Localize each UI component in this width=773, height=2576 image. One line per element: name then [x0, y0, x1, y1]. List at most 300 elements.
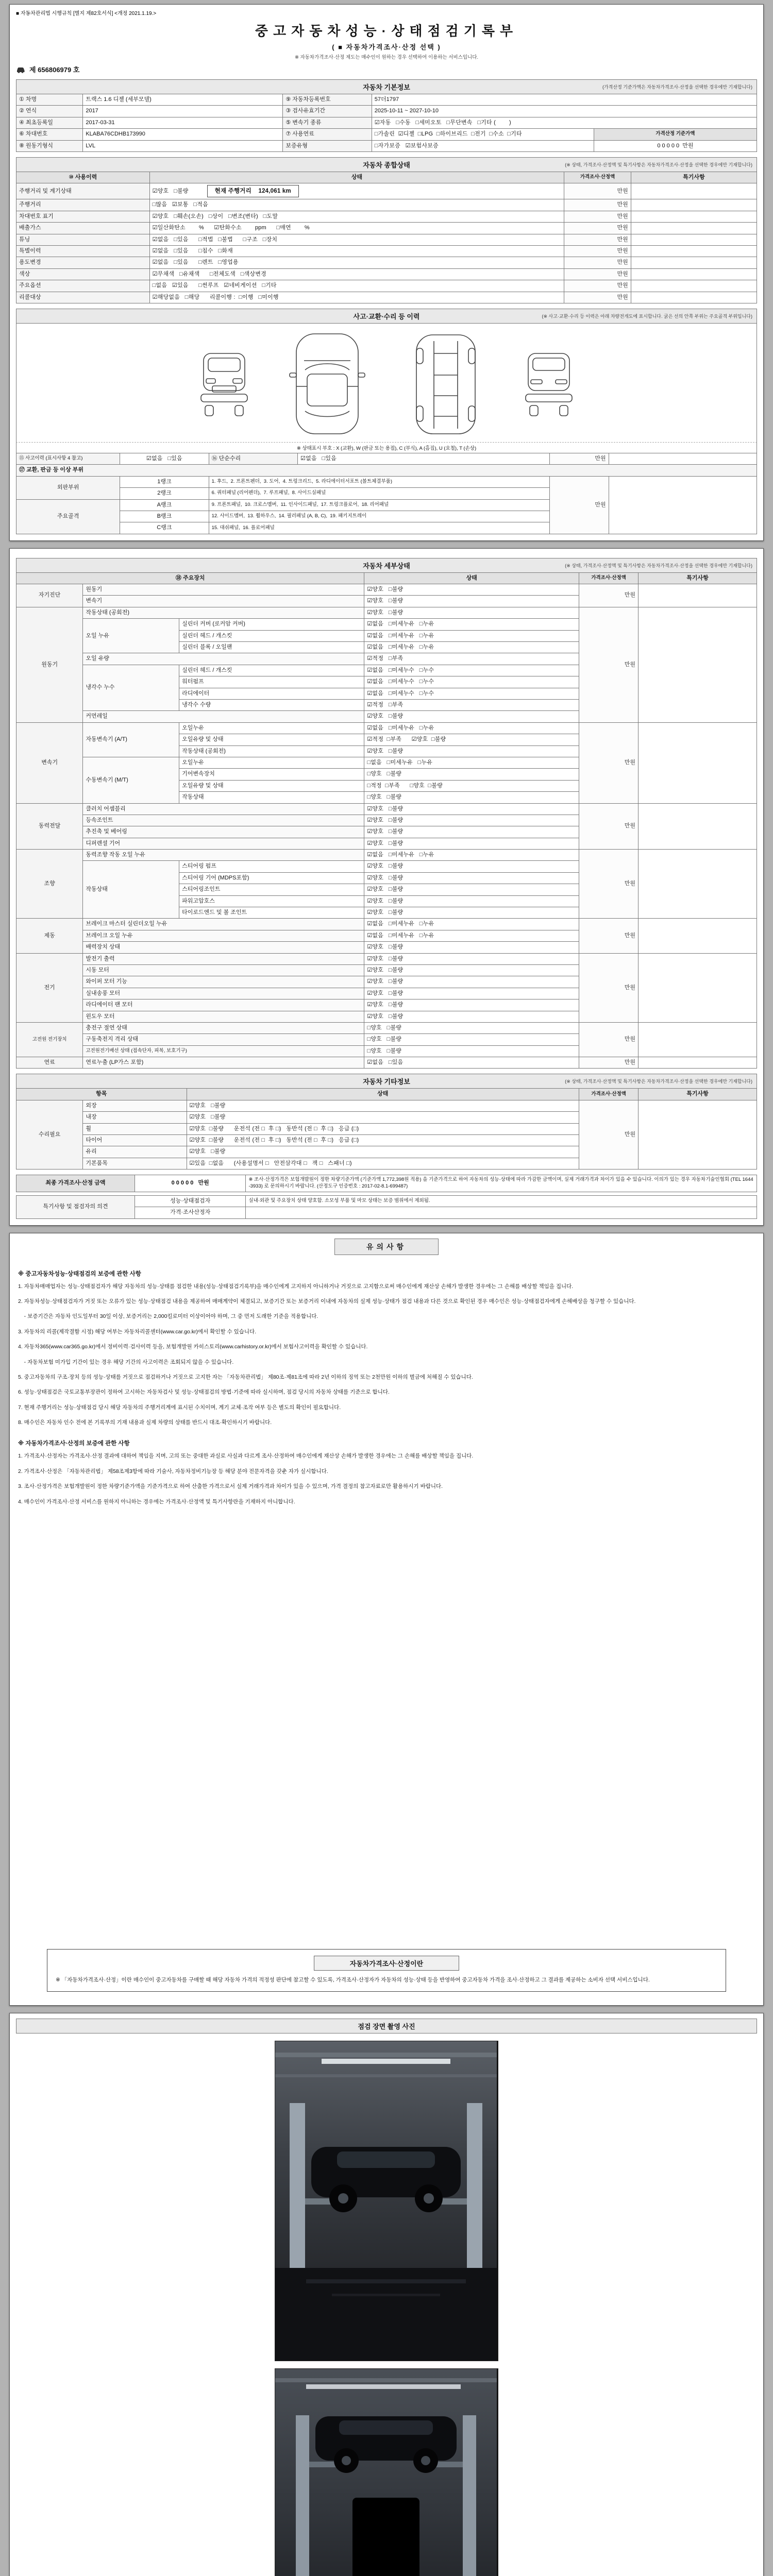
table-row — [16, 919, 757, 930]
table-cell: ① 차명 — [16, 94, 83, 106]
checkbox-cell[interactable]: □없음 ☑있음 □썬루프 ☑네비게이션 □기타 — [149, 280, 564, 292]
text-line: - 자동차보험 미가입 기간이 있는 경우 해당 기간의 사고이력은 조회되지 않을 수 있습니다. — [18, 1359, 234, 1365]
table-row — [16, 199, 757, 211]
table-header-cell: 최종 가격조사·산정 금액 — [16, 1175, 135, 1192]
table-cell: ⑰ 교환, 판금 등 이상 부위 — [16, 465, 757, 476]
table-header-cell: 가격산정 기준가액 — [594, 129, 757, 140]
table-cell — [638, 803, 757, 850]
section-note-overall: (※ 상태, 가격조사·산정액 및 특기사항은 자동차가격조사·산정을 선택한 경우에만 기재합니다) — [565, 162, 752, 167]
table-cell: 휠 — [83, 1123, 187, 1134]
table-cell: 오일 유량 — [83, 653, 364, 665]
checkbox-cell[interactable]: □양호 □불량 — [364, 1022, 579, 1033]
table-cell: 동력전달 — [16, 803, 83, 850]
checkbox-cell[interactable]: ☑해당없음 □해당 리콜이행 : □이행 □미이행 — [149, 292, 564, 303]
checkbox-cell[interactable]: ☑양호 □불량 — [364, 1011, 579, 1022]
table-cell: 만원 — [564, 246, 631, 257]
table-row — [16, 803, 757, 815]
text-line: 2. 자동차성능·상태점검자가 거짓 또는 오류가 있는 성능·상태점검 내용을 제공하여 매매계약이 체결되고, 보증기간 또는 보증거리 이내에 자동차의 실제 성능·상태가 점검 내용과 다른 것으로 확인된 경우 매수인은 성능·상태점검자에게 손해배상을 청구할 수 있습니다. — [18, 1298, 636, 1304]
checkbox-cell[interactable]: ☑양호 □불량 — [364, 584, 579, 596]
table-row — [16, 211, 757, 222]
table-cell: 작동상태 — [179, 792, 364, 803]
price-definition-title: 자동차가격조사·산정이란 — [314, 1956, 459, 1971]
table-cell: 실린더 헤드 / 개스킷 — [179, 630, 364, 641]
table-cell: 고전원 전기장치 — [16, 1022, 83, 1057]
table-cell: 색상 — [16, 268, 150, 280]
table-cell — [631, 257, 757, 268]
table-cell — [631, 246, 757, 257]
vehicle-top-diagram — [283, 330, 371, 439]
table-row — [16, 223, 757, 234]
table-row — [16, 850, 757, 861]
table-cell: 만원 — [564, 199, 631, 211]
table-cell: 만원 — [579, 803, 638, 850]
table-row — [16, 453, 757, 464]
table-cell: 냉각수 누수 — [83, 665, 179, 711]
table-cell: 동력조향 작동 오일 누유 — [83, 850, 364, 861]
checkbox-cell[interactable]: □양호 □불량 — [364, 792, 579, 803]
form-table — [16, 1088, 757, 1170]
text-line: 4. 매수인이 가격조사·산정 서비스를 원하지 아니하는 경우에는 가격조사·산정액 및 특기사항란을 기재하지 아니합니다. — [18, 1498, 295, 1505]
table-row — [16, 183, 757, 199]
table-row — [16, 1195, 757, 1207]
checkbox-cell[interactable]: ☑적정 □부족 — [364, 653, 579, 665]
checkbox-cell[interactable]: □양호 □불량 — [364, 1045, 579, 1057]
table-cell: 주행거리 및 계기상태 — [16, 183, 150, 199]
table-cell: 파워고압호스 — [179, 895, 364, 907]
checkbox-cell[interactable]: ☑양호 □불량 — [364, 999, 579, 1011]
table-cell — [638, 722, 757, 803]
table-cell: 워터펌프 — [179, 676, 364, 688]
table-header-cell: 상태 — [149, 172, 564, 183]
checkbox-cell[interactable]: ☑양호 □불량 — [187, 1146, 579, 1158]
checkbox-cell[interactable]: ☑양호 □불량 — [364, 884, 579, 895]
checkbox-cell[interactable]: ☑양호 □불량 — [364, 607, 579, 618]
table-cell: 주행거리 — [16, 199, 150, 211]
table-cell — [631, 268, 757, 280]
table-cell: 오일누유 — [179, 722, 364, 734]
table-cell: 수동변속기 (M/T) — [83, 757, 179, 803]
section-note-accident: (※ 사고·교환·수리 등 이력은 아래 차량전개도에 표시합니다. 굵은 선의 안쪽 부위는 주요골격 부위입니다) — [542, 313, 752, 319]
table-header-cell: 상태 — [187, 1089, 579, 1100]
checkbox-cell[interactable]: □자가보증 ☑보험사보증 — [372, 140, 594, 151]
checkbox-cell[interactable]: ☑적정 □부족 ☑양호 □불량 — [364, 734, 579, 745]
table-row — [16, 1089, 757, 1100]
section-title-photos-label: 점검 장면 촬영 사진 — [358, 2022, 415, 2030]
table-header-cell: 특기사항 — [631, 172, 757, 183]
table-cell: 디퍼렌셜 기어 — [83, 838, 364, 849]
checkbox-cell[interactable]: ☑없음 □있음 □적법 □불법 □구조 □장치 — [149, 234, 564, 245]
table-row — [16, 234, 757, 245]
table-cell: 스티어링 펌프 — [179, 861, 364, 872]
table-cell — [631, 292, 757, 303]
table-cell: 리콜대상 — [16, 292, 150, 303]
checkbox-cell[interactable]: ☑양호 □불량 — [364, 826, 579, 838]
checkbox-cell[interactable]: ☑자동 □수동 □세미오토 □무단변속 □기타 ( ) — [372, 117, 757, 128]
checkbox-cell[interactable]: ☑없음 □있음 — [120, 453, 209, 464]
checkbox-cell[interactable]: ☑없음 □미세누유 □누유 — [364, 630, 579, 641]
checkbox-cell[interactable]: ☑양호 □불량 — [364, 861, 579, 872]
checkbox-cell[interactable]: ☑양호 □불량 현재 주행거리 124,061 km — [149, 183, 564, 199]
table-cell: 만원 — [579, 850, 638, 919]
table-cell: 연료 — [16, 1057, 83, 1069]
checkbox-cell[interactable]: ☑양호 □불량 — [364, 815, 579, 826]
checkbox-cell[interactable]: ☑양호 □불량 — [364, 953, 579, 964]
table-cell: 만원 — [579, 584, 638, 607]
checkbox-cell[interactable]: ☑없음 □미세누유 □누유 — [364, 930, 579, 941]
checkbox-cell[interactable]: ☑양호 □불량 — [364, 907, 579, 919]
overall-condition-table — [16, 172, 757, 303]
notice-title: 유의사항 — [334, 1239, 439, 1255]
checkbox-cell[interactable]: ☑양호 □불량 운전석 (전 □ 후 □) 동반석 (전 □ 후 □) 응급 (□) — [187, 1123, 579, 1134]
table-row — [16, 117, 757, 128]
checkbox-cell[interactable]: ☑없음 □있음 □침수 □화재 — [149, 246, 564, 257]
law-reference: ■ 자동차관리법 시행규칙 [별지 제82호서식] <개정 2021.1.19.> — [16, 11, 157, 16]
table-cell: 배력장치 상태 — [83, 942, 364, 953]
checkbox-cell[interactable]: ☑양호 □불량 — [364, 976, 579, 988]
panel-basic — [9, 4, 764, 541]
table-cell: 2017 — [83, 106, 283, 117]
table-cell: 1. 후드, 2. 프론트펜더, 3. 도어, 4. 트렁크리드, 5. 라디에이터서포트 (볼트체결부품) — [209, 476, 549, 487]
checkbox-cell[interactable]: ☑양호 □불량 — [364, 596, 579, 607]
table-cell — [609, 453, 757, 464]
table-row — [16, 722, 757, 734]
manage-number-row — [16, 64, 757, 74]
section-note-detail: (※ 상태, 가격조사·산정액 및 특기사항은 자동차가격조사·산정을 선택한 경우에만 기재합니다) — [565, 563, 752, 568]
checkbox-cell[interactable]: ☑없음 □미세누유 □누유 — [364, 919, 579, 930]
table-header-cell: 가격조사·산정액 — [579, 1089, 638, 1100]
table-header-cell: 특기사항 — [638, 1089, 757, 1100]
table-cell: 오일유량 및 상태 — [179, 734, 364, 745]
table-cell: 타이로드엔드 및 볼 조인트 — [179, 907, 364, 919]
table-cell: 15. 대쉬패널, 16. 플로어패널 — [209, 522, 549, 534]
table-cell: 스티어링 기어 (MDPS포함) — [179, 872, 364, 884]
table-cell — [631, 211, 757, 222]
table-cell: 만원 — [564, 292, 631, 303]
table-cell: 보증유형 — [283, 140, 372, 151]
table-row — [16, 106, 757, 117]
table-cell: 배출가스 — [16, 223, 150, 234]
table-cell: 실내송풍 모터 — [83, 988, 364, 999]
table-cell: 실린더 헤드 / 개스킷 — [179, 665, 364, 676]
table-cell: 9. 프론트패널, 10. 크로스멤버, 11. 인사이드패널, 17. 트렁크플로어, 18. 리어패널 — [209, 499, 549, 511]
table-cell: ⑦ 사용연료 — [283, 129, 372, 140]
table-cell: 오일누유 — [179, 757, 364, 768]
panel-detail — [9, 548, 764, 1226]
form-table — [16, 1175, 757, 1192]
section-title-basic — [16, 79, 757, 94]
table-cell: 가격·조사산정자 — [135, 1207, 246, 1218]
table-cell: 연료누출 (LP가스 포함) — [83, 1057, 364, 1069]
table-cell: 특기사항 및 점검자의 의견 — [16, 1195, 135, 1218]
table-cell: 만원 — [549, 453, 609, 464]
table-cell: 클러치 어셈블리 — [83, 803, 364, 815]
table-cell: 특별이력 — [16, 246, 150, 257]
table-row — [16, 584, 757, 596]
table-cell: 만원 — [564, 211, 631, 222]
table-cell: 성능·상태점검자 — [135, 1195, 246, 1207]
table-row — [16, 953, 757, 964]
checkbox-cell[interactable]: ☑없음 □미세누수 □누수 — [364, 688, 579, 699]
notice-group-1-items — [16, 1282, 757, 1433]
form-table — [16, 453, 757, 534]
text-line: 3. 조사·산정가격은 보험개발원이 정한 차량기준가액을 기준가격으로 하여 산출한 가격으로서 실제 거래가격과 차이가 있을 수 있으며, 가격 결정의 참고자료로만 활용하시기 바랍니다. — [18, 1483, 443, 1490]
notice-group-1-heading: ※ 중고자동차성능·상태점검의 보증에 관한 사항 — [18, 1270, 141, 1277]
table-row — [16, 129, 757, 140]
table-cell: 타이어 — [83, 1135, 187, 1146]
table-cell: 조향 — [16, 850, 83, 919]
table-cell: 12. 사이드멤버, 13. 휠하우스, 14. 필러패널 (A, B, C), 19. 패키지트레이 — [209, 511, 549, 522]
table-cell: 커먼레일 — [83, 711, 364, 722]
checkbox-cell[interactable]: □양호 □불량 — [364, 769, 579, 780]
form-table — [16, 1195, 757, 1219]
table-cell: 외판부위 — [16, 476, 120, 499]
table-cell: 실린더 블록 / 오일팬 — [179, 642, 364, 653]
checkbox-cell[interactable]: □양호 □불량 — [364, 1034, 579, 1045]
table-cell: 전기 — [16, 953, 83, 1022]
table-cell: ※ 조사·산정가격은 보험개발원이 정한 차량기준가액 (기준가액 1,772,398원 적용) 을 기준가격으로 하여 자동차의 성능·상태에 따라 가감한 금액이며, 실제 거래가격과 차이가 있을 수 있습니다. 이의가 있는 경우 자동차기술인협회 (TEL 1644-3933) 로 문의하시기 바랍니다. (산정도구 인증번호 : 2017-02-8.1-699487) — [246, 1175, 757, 1192]
checkbox-cell[interactable]: ☑없음 □있음 — [364, 1057, 579, 1069]
table-cell: 냉각수 수량 — [179, 699, 364, 710]
table-cell: 자기진단 — [16, 584, 83, 607]
table-cell: 와이퍼 모터 기능 — [83, 976, 364, 988]
car-icon — [16, 66, 26, 73]
section-title-detail — [16, 558, 757, 572]
table-cell: 유리 — [83, 1146, 187, 1158]
table-cell — [638, 1022, 757, 1057]
table-cell — [638, 850, 757, 919]
table-cell: 만원 — [579, 919, 638, 953]
table-cell: ⑥ 차대번호 — [16, 129, 83, 140]
vehicle-rear-diagram — [520, 341, 577, 428]
text-line: 8. 매수인은 자동차 인수 전에 본 기록부의 기재 내용과 실제 차량의 상태를 반드시 대조·확인하시기 바랍니다. — [18, 1419, 272, 1426]
table-cell: 수리필요 — [16, 1100, 83, 1169]
table-cell — [638, 919, 757, 953]
checkbox-cell[interactable]: ☑없음 □미세누유 □누유 — [364, 722, 579, 734]
table-cell: ④ 최초등록일 — [16, 117, 83, 128]
checkbox-cell[interactable]: ☑양호 □불량 — [364, 711, 579, 722]
table-cell: 만원 — [579, 1057, 638, 1069]
checkbox-cell[interactable]: ☑양호 □훼손(오손) □상이 □변조(변타) □도말 — [149, 211, 564, 222]
etc-info-table — [16, 1088, 757, 1170]
checkbox-cell[interactable]: ☑양호 □불량 — [364, 942, 579, 953]
section-title-overall — [16, 157, 757, 172]
table-row — [16, 246, 757, 257]
table-cell: 오일 누유 — [83, 619, 179, 653]
checkbox-cell[interactable]: ☑양호 □불량 — [364, 895, 579, 907]
table-header-cell: 가격조사·산정액 — [564, 172, 631, 183]
inspector-opinion-table — [16, 1195, 757, 1219]
table-cell: 만원 — [579, 1022, 638, 1057]
table-cell: ⑧ 원동기형식 — [16, 140, 83, 151]
section-title-etc — [16, 1074, 757, 1088]
checkbox-cell[interactable]: □적정 □부족 □양호 □불량 — [364, 780, 579, 791]
checkbox-cell[interactable]: ☑무채색 □유채색 □전체도색 □색상변경 — [149, 268, 564, 280]
table-cell — [631, 223, 757, 234]
checkbox-cell[interactable]: ☑없음 □미세누유 □누유 — [364, 850, 579, 861]
checkbox-cell[interactable]: ☑양호 □불량 — [364, 964, 579, 976]
inspection-photo-1 — [275, 2041, 498, 2361]
price-definition-text: ※ 「자동차가격조사·산정」이란 매수인이 중고자동차를 구매할 때 해당 자동차 가격의 적정성 판단에 참고할 수 있도록, 가격조사·산정자가 자동차의 성능·상태 등을 반영하여 중고자동차 가격을 조사·산정하고 그 결과를 제공하는 소비자 선택 서비스입니다. — [56, 1976, 650, 1983]
table-header-cell: 특기사항 — [638, 572, 757, 584]
table-cell: 만원 — [564, 223, 631, 234]
table-cell: ⑯ 단순수리 — [209, 453, 297, 464]
panel-photos — [9, 2013, 764, 2576]
final-price-table — [16, 1175, 757, 1192]
table-cell — [638, 607, 757, 722]
table-cell: 만원 — [579, 722, 638, 803]
table-cell: 0 0 0 0 0 만원 — [135, 1175, 246, 1192]
table-cell: KLABA76CDHB173990 — [83, 129, 283, 140]
form-table — [16, 172, 757, 303]
text-line: 5. 중고자동차의 구조·장치 등의 성능·상태를 거짓으로 점검하거나 거짓으로 고지한 자는 「자동차관리법」 제80조·제81조에 따라 2년 이하의 징역 또는 2천만원 이하의 벌금에 처해질 수 있습니다. — [18, 1374, 473, 1380]
checkbox-cell[interactable]: ☑적정 □부족 — [364, 699, 579, 710]
table-cell: 기본품목 — [83, 1158, 187, 1169]
table-cell: 튜닝 — [16, 234, 150, 245]
odometer-box: 현재 주행거리 124,061 km — [207, 185, 299, 197]
table-cell: 57더1797 — [372, 94, 757, 106]
table-cell: 2025-10-11 ~ 2027-10-10 — [372, 106, 757, 117]
notice-spacer — [16, 1512, 757, 1934]
table-cell: 2017-03-31 — [83, 117, 283, 128]
table-cell: 오일유량 및 상태 — [179, 780, 364, 791]
table-row — [16, 1057, 757, 1069]
checkbox-cell[interactable]: ☑양호 □불량 — [364, 872, 579, 884]
table-row — [16, 607, 757, 618]
table-cell: 차대번호 표기 — [16, 211, 150, 222]
table-cell: 외장 — [83, 1100, 187, 1111]
table-cell: 만원 — [549, 476, 609, 534]
checkbox-cell[interactable]: ☑양호 □불량 — [364, 745, 579, 757]
notice-group-2-items — [16, 1451, 757, 1512]
table-row — [16, 465, 757, 476]
table-cell: 추진축 및 베어링 — [83, 826, 364, 838]
table-cell: 작동상태 — [83, 861, 179, 919]
section-title-accident-label: 사고·교환·수리 등 이력 — [353, 312, 420, 320]
table-row — [16, 292, 757, 303]
checkbox-cell[interactable]: ☑양호 □불량 운전석 (전 □ 후 □) 동반석 (전 □ 후 □) 응급 (□) — [187, 1135, 579, 1146]
checkbox-cell[interactable]: ☑없음 □미세누수 □누수 — [364, 665, 579, 676]
checkbox-cell[interactable]: ☑없음 □있음 — [298, 453, 550, 464]
checkbox-cell[interactable]: ☑있음 □없음 (사용설명서 □ 안전삼각대 □ 잭 □ 스패너 □) — [187, 1158, 579, 1169]
table-cell: 만원 — [564, 268, 631, 280]
vehicle-front-diagram — [196, 341, 253, 428]
panel-notice — [9, 1233, 764, 2006]
text-line: 6. 성능·상태점검은 국토교통부장관이 정하여 고시하는 자동차검사 및 성능·상태점검의 방법·기준에 따라 실시하며, 점검 당시의 자동차 상태를 기준으로 합니다. — [18, 1389, 390, 1396]
checkbox-cell[interactable]: ☑양호 □불량 — [187, 1100, 579, 1111]
text-line: 3. 자동차의 리콜(제작결함 시정) 해당 여부는 자동차리콜센터(www.car.go.kr)에서 확인할 수 있습니다. — [18, 1328, 257, 1335]
table-cell: 용도변경 — [16, 257, 150, 268]
table-cell: 만원 — [579, 953, 638, 1022]
checkbox-cell[interactable]: □가솔린 ☑디젤 □LPG □하이브리드 □전기 □수소 □기타 — [372, 129, 594, 140]
inspection-photo-2 — [275, 2368, 498, 2576]
checkbox-cell[interactable]: ☑없음 □있음 □렌트 □영업용 — [149, 257, 564, 268]
table-cell: A랭크 — [120, 499, 209, 511]
accident-history-table — [16, 453, 757, 534]
table-cell: 원동기 — [16, 607, 83, 722]
diagram-legend: ※ 상태표시 부호 : X (교환), W (판금 또는 용접), C (부식), A (흠집), U (요철), T (손상) — [16, 442, 757, 453]
table-cell — [609, 476, 757, 534]
checkbox-cell[interactable]: □없음 □미세누유 □누유 — [364, 757, 579, 768]
table-cell: 내장 — [83, 1112, 187, 1123]
section-title-overall-label: 자동차 종합상태 — [363, 161, 410, 169]
table-cell: 6. 쿼터패널 (리어펜더), 7. 루프패널, 8. 사이드실패널 — [209, 488, 549, 499]
section-title-etc-label: 자동차 기타정보 — [363, 1078, 410, 1086]
text-line: 1. 가격조사·산정자는 가격조사·산정 결과에 대하여 책임을 지며, 고의 또는 중대한 과실로 사실과 다르게 조사·산정하여 매수인에게 재산상 손해가 발생한 경우에는 그 손해를 배상할 책임을 집니다. — [18, 1453, 474, 1460]
table-header-cell: 항목 — [16, 1089, 187, 1100]
table-cell: 트랙스 1.6 디젤 (세부모델) — [83, 94, 283, 106]
table-cell: 변속기 — [16, 722, 83, 803]
table-cell: 기어변속장치 — [179, 769, 364, 780]
table-cell: 0 0 0 0 0 만원 — [594, 140, 757, 151]
table-row — [16, 94, 757, 106]
table-cell: 스티어링조인트 — [179, 884, 364, 895]
table-cell: 만원 — [564, 257, 631, 268]
table-cell — [638, 953, 757, 1022]
form-table — [16, 572, 757, 1069]
table-cell: 실린더 커버 (로커암 커버) — [179, 619, 364, 630]
table-cell: 발전기 출력 — [83, 953, 364, 964]
table-header-cell: 가격조사·산정액 — [579, 572, 638, 584]
checkbox-cell[interactable]: ☑없음 □미세누유 □누유 — [364, 619, 579, 630]
table-cell — [638, 584, 757, 607]
table-cell: 구동축전지 격리 상태 — [83, 1034, 364, 1045]
table-cell: 1랭크 — [120, 476, 209, 487]
checkbox-cell[interactable]: ☑없음 □미세누수 □누수 — [364, 676, 579, 688]
checkbox-cell[interactable]: ☑양호 □불량 — [364, 838, 579, 849]
checkbox-cell[interactable]: ☑양호 □불량 — [187, 1112, 579, 1123]
document-subnote: ※ 자동차가격조사·산정 제도는 매수인이 원하는 경우 선택하여 이용하는 서비스입니다. — [294, 55, 479, 60]
table-cell: 라디에이터 — [179, 688, 364, 699]
text-line: 2. 가격조사·산정은 「자동차관리법」 제58조제3항에 따라 기술사, 자동차정비기능장 등 해당 분야 전문자격을 갖춘 자가 실시합니다. — [18, 1468, 328, 1475]
text-line: 1. 자동차매매업자는 성능·상태점검자가 해당 자동차의 성능·상태를 점검한 내용(성능·상태점검기록부)을 매수인에게 고지하지 아니하거나 거짓으로 고지함으로써 매수인에게 재산상 손해가 발생한 경우에는 그 손해를 배상할 책임을 집니다. — [18, 1283, 574, 1290]
text-line: 7. 현재 주행거리는 성능·상태점검 당시 해당 자동차의 주행거리계에 표시된 수치이며, 계기 교체·조작 여부 등은 별도의 확인이 필요합니다. — [18, 1404, 341, 1411]
document-subtitle: ( ■ 자동차가격조사·산정 선택 ) — [332, 43, 441, 51]
table-cell: 2랭크 — [120, 488, 209, 499]
manage-number: 제 656806979 호 — [29, 66, 80, 74]
checkbox-cell[interactable]: ☑일산화탄소 % ☑탄화수소 ppm □매연 % — [149, 223, 564, 234]
table-cell: 만원 — [579, 607, 638, 722]
table-cell: 만원 — [564, 183, 631, 199]
table-cell: ③ 검사유효기간 — [283, 106, 372, 117]
table-cell — [638, 1057, 757, 1069]
checkbox-cell[interactable]: □많음 ☑보통 □적음 — [149, 199, 564, 211]
section-title-accident — [16, 309, 757, 323]
table-cell: 시동 모터 — [83, 964, 364, 976]
table-cell: 만원 — [564, 280, 631, 292]
table-header-cell: ⑩ 사용이력 — [16, 172, 150, 183]
document-title: 중고자동차성능·상태점검기록부 — [255, 23, 518, 39]
table-row — [16, 1175, 757, 1192]
table-cell: 제동 — [16, 919, 83, 953]
checkbox-cell[interactable]: ☑없음 □미세누유 □누유 — [364, 642, 579, 653]
table-cell: 등속조인트 — [83, 815, 364, 826]
section-title-detail-label: 자동차 세부상태 — [363, 562, 410, 570]
basic-info-table — [16, 94, 757, 152]
table-header-cell: 상태 — [364, 572, 579, 584]
table-cell: 주요옵션 — [16, 280, 150, 292]
table-row — [16, 257, 757, 268]
table-row — [16, 476, 757, 487]
checkbox-cell[interactable]: ☑양호 □불량 — [364, 988, 579, 999]
table-cell: LVL — [83, 140, 283, 151]
table-cell: 원동기 — [83, 584, 364, 596]
table-cell: 만원 — [579, 1100, 638, 1169]
table-cell: 실내·외관 및 주요장치 상태 양호함. 소모성 부품 및 마모 상태는 보증 범위에서 제외됨. — [246, 1195, 757, 1207]
table-cell: 충전구 절연 상태 — [83, 1022, 364, 1033]
vehicle-underbody-diagram — [402, 330, 490, 439]
table-cell: 주요골격 — [16, 499, 120, 534]
checkbox-cell[interactable]: ☑양호 □불량 — [364, 803, 579, 815]
